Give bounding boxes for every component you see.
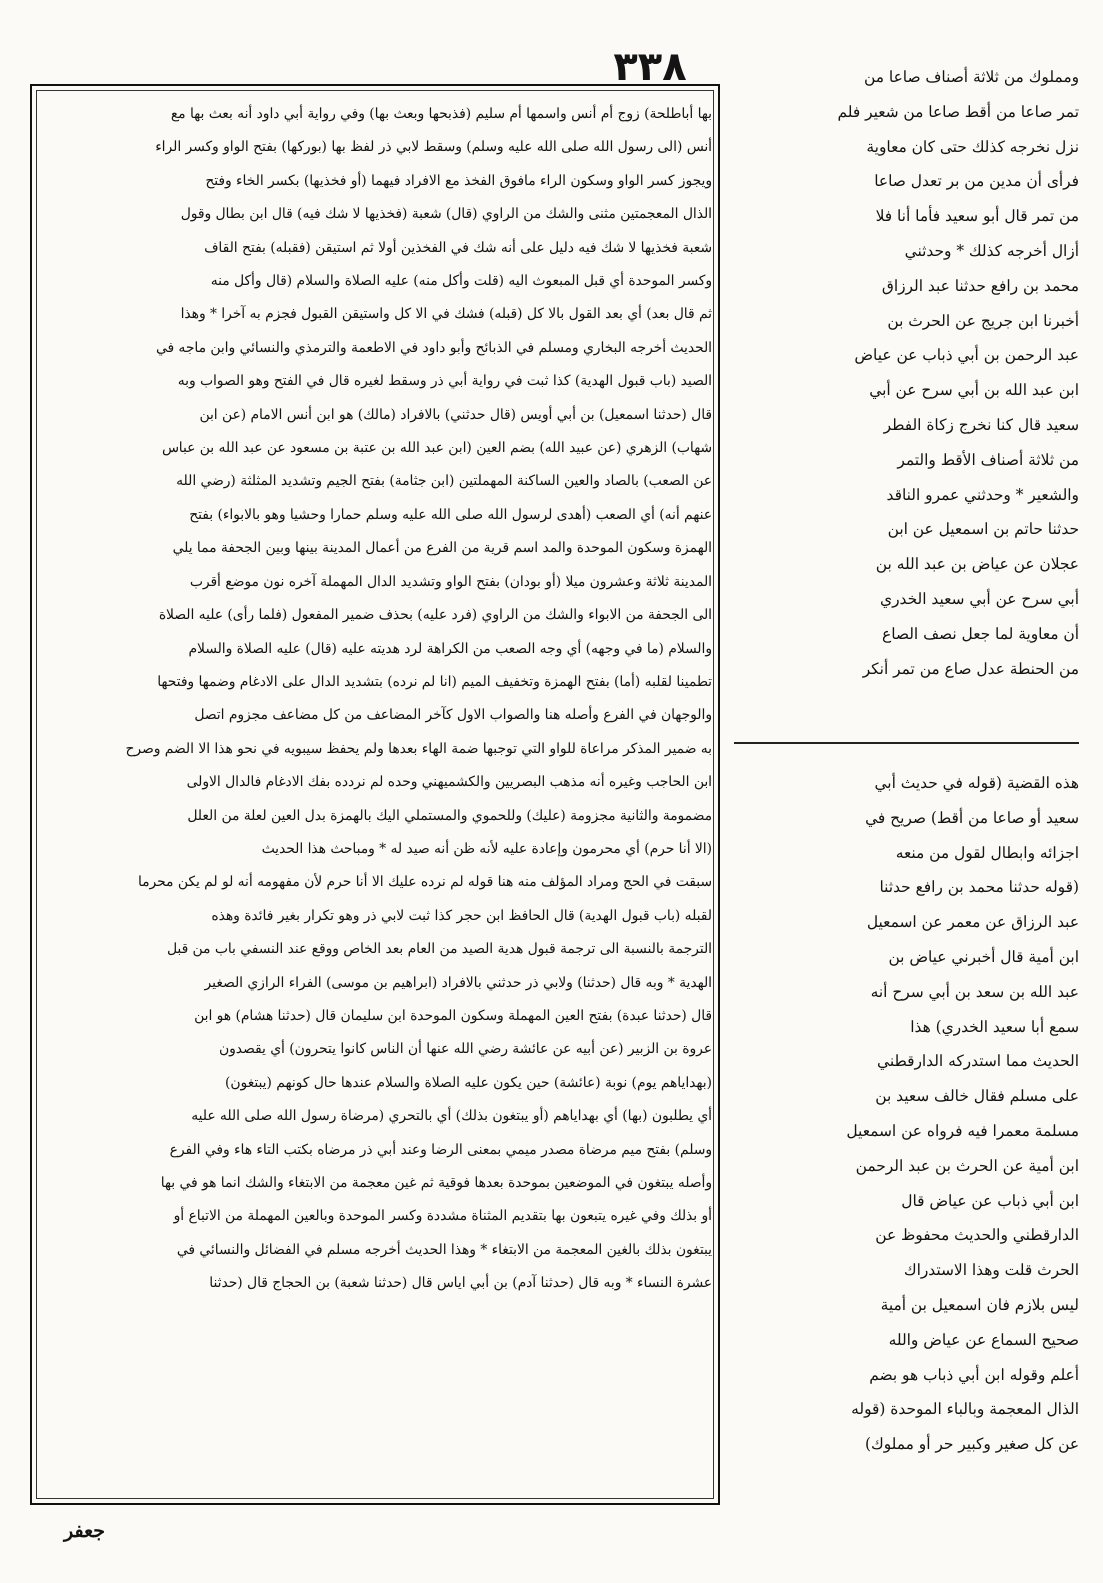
text-line: عن الصعب) بالصاد والعين الساكنة المهملتين (ابن جثامة) بفتح الجيم وتشديد المثلثة (رضي الله bbox=[176, 473, 712, 490]
main-commentary-text bbox=[40, 98, 712, 1301]
text-line: أبي سرح عن أبي سعيد الخدري bbox=[880, 589, 1079, 608]
text-line: المدينة ثلاثة وعشرون ميلا (أو بودان) بفتح الواو وتشديد الدال المهملة آخره نون موضع أقرب bbox=[189, 573, 712, 590]
text-line: أنس (الى رسول الله صلى الله عليه وسلم) وسقط لابي ذر لفظ بها (بوركها) بفتح الواو وكسر الراء bbox=[155, 139, 712, 156]
text-line: ويجوز كسر الواو وسكون الراء مافوق الفخذ مع الافراد فيهما (أو فخذيها) بكسر الخاء وفتح bbox=[205, 172, 712, 189]
text-line: (قوله حدثنا محمد بن رافع حدثنا bbox=[879, 878, 1079, 897]
text-line: اجزائه وابطال لقول من منعه bbox=[895, 843, 1079, 862]
text-line: الى الجحفة من الابواء والشك من الراوي (فرد عليه) بحذف ضمير المفعول (فلما رأى) عليه الصلاة bbox=[158, 607, 712, 624]
text-line: ابن الحاجب وغيره أنه مذهب البصريين والكشميهني وحده لم نردده بفك الادغام فالدال الاولى bbox=[186, 774, 712, 791]
margin-upper-text bbox=[727, 60, 1079, 740]
margin-commentary-text bbox=[727, 766, 1079, 1462]
text-line: شهاب) الزهري (عن عبيد الله) بضم العين (ابن عبد الله بن عتبة بن مسعود عن عبد الله بن عباس bbox=[161, 440, 712, 457]
text-line: ابن أمية قال أخبرني عياض بن bbox=[888, 947, 1079, 966]
text-line: ابن أبي ذباب عن عياض قال bbox=[901, 1191, 1079, 1210]
margin-hadith-text bbox=[727, 60, 1079, 686]
margin-lower-text bbox=[727, 766, 1079, 1496]
text-line: يبتغون بذلك بالغين المعجمة من الابتغاء * وهذا الحديث أخرجه مسلم في الفضائل والنسائي في bbox=[176, 1241, 712, 1258]
text-line: وسلم) بفتح ميم مرضاة مصدر ميمي بمعنى الرضا وعند أبي ذر مرضاه بكتب التاء هاء وفي الفرع bbox=[169, 1141, 712, 1158]
text-line: الصيد (باب قبول الهدية) كذا ثبت في رواية أبي ذر وسقط لغيره قال في الفتح وهو الصواب وبه bbox=[177, 373, 712, 390]
catchword: جعفر bbox=[64, 1520, 106, 1542]
text-line: من الحنطة عدل صاع من تمر أنكر bbox=[862, 659, 1079, 678]
text-line: على مسلم فقال خالف سعيد بن bbox=[875, 1087, 1079, 1106]
text-line: الذال المعجمة وبالباء الموحدة (قوله bbox=[851, 1400, 1079, 1419]
text-line: قال (حدثنا اسمعيل) بن أبي أويس (قال حدثني) بالافراد (مالك) هو ابن أنس الامام (عن ابن bbox=[199, 406, 712, 423]
text-line: سعيد قال كنا نخرج زكاة الفطر bbox=[883, 415, 1079, 434]
text-line: عشرة النساء * وبه قال (حدثنا آدم) بن أبي اياس قال (حدثنا شعبة) بن الحجاج قال (حدثنا bbox=[209, 1275, 712, 1292]
text-line: ليس بلازم فان اسمعيل بن أمية bbox=[880, 1295, 1079, 1314]
text-line: عروة بن الزبير (عن أبيه عن عائشة رضي الله عنها أن الناس كانوا يتحرون) أي يقصدون bbox=[219, 1041, 712, 1058]
text-line: عنهم أنه) أي الصعب (أهدى لرسول الله صلى الله عليه وسلم حمارا وحشيا وهو بالابواء) بفتح bbox=[189, 506, 712, 523]
text-line: بها أباطلحة) زوج أم أنس واسمها أم سليم (فذبحها وبعث بها) وفي رواية أبي داود أنه بعث بها مع bbox=[170, 106, 712, 122]
text-line: محمد بن رافع حدثنا عبد الرزاق bbox=[881, 276, 1079, 295]
text-line: حدثنا حاتم بن اسمعيل عن ابن bbox=[887, 520, 1079, 539]
page-number: ٣٣٨ bbox=[613, 44, 687, 90]
text-line: أو بذلك وفي غيره يتبعون بها بتقديم المثناة مشددة وكسر الموحدة وبالعين المهملة من الاتباع أو bbox=[173, 1208, 712, 1225]
text-line: تطمينا لقلبه (أما) بفتح الهمزة وتخفيف الميم (انا لم نرده) بتشديد الدال على الادغام وضمها وفتحها bbox=[157, 673, 712, 690]
text-line: مضمومة والثانية مجزومة (عليك) وللحموي والمستملي اليك بالهمزة بدل العين لعلة من العلل bbox=[187, 807, 712, 824]
text-line: ابن عبد الله بن أبي سرح عن أبي bbox=[869, 381, 1079, 400]
text-line: (الا أنا حرم) أي محرمون وإعادة عليه لأنه ظن أنه صيد له * ومباحث هذا الحديث bbox=[261, 840, 712, 857]
text-line: عبد الرزاق عن معمر عن اسمعيل bbox=[866, 913, 1079, 932]
text-line: سمع أبا سعيد الخدري) هذا bbox=[910, 1017, 1079, 1036]
text-line: سبقت في الحج ومراد المؤلف منه هنا قوله لم نرده عليك الا أنا حرم لأن مفهومه أنه لو لم يكن محرما bbox=[137, 874, 712, 891]
text-line: الهمزة وسكون الموحدة والمد اسم قرية من الفرع من أعمال المدينة بينها وبين الجحفة مما يلي bbox=[172, 540, 712, 557]
text-line: عن كل صغير وكبير حر أو مملوك) bbox=[865, 1435, 1079, 1454]
text-line: أزال أخرجه كذلك * وحدثني bbox=[904, 241, 1079, 260]
text-line: قال (حدثنا عبدة) بفتح العين المهملة وسكون الموحدة ابن سليمان قال (حدثنا هشام) هو ابن bbox=[194, 1007, 712, 1024]
margin-divider bbox=[734, 742, 1079, 744]
text-line: عبد الله بن سعد بن أبي سرح أنه bbox=[870, 982, 1079, 1001]
text-line: والسلام (ما في وجهه) أي وجه الصعب من الكراهة لرد هديته عليه (قال) عليه الصلاة والسلام bbox=[188, 640, 712, 657]
text-line: ابن أمية عن الحرث بن عبد الرحمن bbox=[855, 1156, 1079, 1175]
text-line: الذال المعجمتين مثنى والشك من الراوي (قال) شعبة (فخذيها لا شك فيه) قال ابن بطال وقول bbox=[180, 206, 712, 223]
text-line: الهدية * وبه قال (حدثنا) ولابي ذر حدثني بالافراد (ابراهيم بن موسى) الفراء الرازي الصغير bbox=[204, 974, 712, 991]
main-text-column bbox=[30, 84, 720, 1505]
text-line: والوجهان في الفرع وأصله هنا والصواب الاول كآخر المضاعف من كل مضاعف مجزوم اتصل bbox=[194, 707, 712, 724]
text-line: الدارقطني والحديث محفوظ عن bbox=[875, 1226, 1079, 1245]
text-line: (بهداياهم يوم) نوبة (عائشة) حين يكون عليه الصلاة والسلام عندها حال كونهم (يبتغون) bbox=[225, 1074, 712, 1091]
text-line: مسلمة معمرا فيه فرواه عن اسمعيل bbox=[846, 1121, 1079, 1140]
text-line: فرأى أن مدين من بر تعدل صاعا bbox=[874, 172, 1079, 191]
text-line: به ضمير المذكر مراعاة للواو التي توجبها ضمة الهاء بعدها ولم يحفظ سيبويه في نحو هذا الا الضم وصرح bbox=[125, 740, 712, 757]
text-line: أي يطلبون (بها) أي بهداياهم (أو يبتغون بذلك) أي بالتحري (مرضاة رسول الله صلى الله عليه bbox=[191, 1108, 712, 1125]
text-line: عجلان عن عياض بن عبد الله بن bbox=[875, 555, 1079, 574]
text-line: من ثلاثة أصناف الأقط والتمر bbox=[897, 450, 1079, 469]
text-line: شعبة فخذيها لا شك فيه دليل على أنه شك في الفخذين أولا ثم استيقن (فقبله) بفتح القاف bbox=[204, 239, 712, 256]
text-line: صحيح السماع عن عياض والله bbox=[888, 1330, 1079, 1349]
text-line: الحرث قلت وهذا الاستدراك bbox=[903, 1261, 1079, 1280]
text-line: الحديث مما استدركه الدارقطني bbox=[877, 1052, 1079, 1071]
text-line: والشعير * وحدثني عمرو الناقد bbox=[886, 485, 1079, 504]
text-line: ومملوك من ثلاثة أصناف صاعا من bbox=[864, 68, 1079, 86]
text-line: من تمر قال أبو سعيد فأما أنا فلا bbox=[875, 207, 1079, 226]
text-line: وأصله يبتغون في الموضعين بموحدة بعدها فوقية ثم غين معجمة من الابتغاء والشك انما هو في بها bbox=[160, 1175, 712, 1191]
text-line: أخبرنا ابن جريج عن الحرث بن bbox=[887, 311, 1079, 330]
text-line: عبد الرحمن بن أبي ذباب عن عياض bbox=[854, 346, 1079, 365]
text-line: أعلم وقوله ابن أبي ذباب هو بضم bbox=[869, 1365, 1079, 1384]
text-line: الترجمة بالنسبة الى ترجمة قبول هدية الصيد من العام بعد الخاص ووقع عند النسفي باب من قبل bbox=[166, 941, 712, 958]
text-line: وكسر الموحدة أي قبل المبعوث اليه (قلت وأكل منه) عليه الصلاة والسلام (قال وأكل منه bbox=[210, 273, 712, 290]
text-line: نزل نخرجه كذلك حتى كان معاوية bbox=[866, 137, 1079, 156]
text-line: تمر صاعا من أقط صاعا من شعير فلم bbox=[837, 102, 1079, 121]
text-line: ثم قال بعد) أي بعد القول بالا كل (قبله) فشك في الا كل واستيقن القبول فجزم به آخرا * وهذا bbox=[180, 306, 712, 323]
text-line: لقبله (باب قبول الهدية) قال الحافظ ابن حجر كذا ثبت لابي ذر وهو تكرار بغير فائدة وهذه bbox=[211, 907, 712, 924]
text-line: الحديث أخرجه البخاري ومسلم في الذبائح وأبو داود في الاطعمة والترمذي والنسائي وابن ماجه في bbox=[155, 339, 712, 356]
text-line: أن معاوية لما جعل نصف الصاع bbox=[882, 624, 1079, 643]
text-line: هذه القضية (قوله في حديث أبي bbox=[874, 774, 1079, 792]
text-line: سعيد أو صاعا من أقط) صريح في bbox=[865, 808, 1079, 827]
